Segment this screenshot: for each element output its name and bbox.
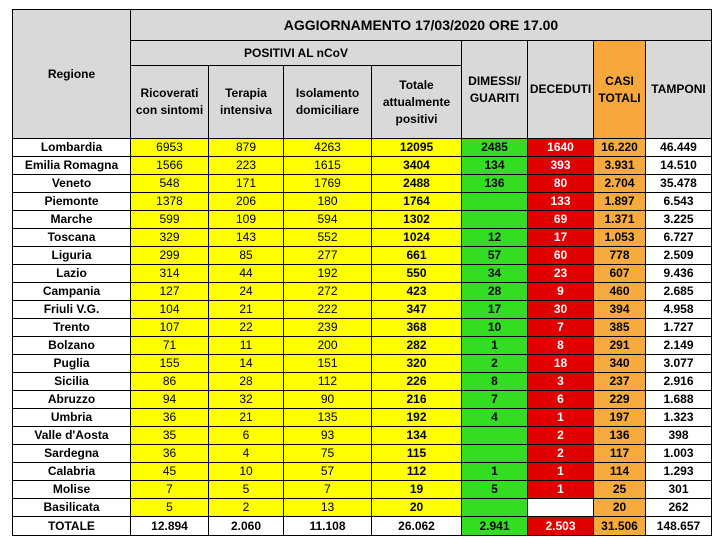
terapia-cell: 223 <box>209 157 284 175</box>
isolamento-cell: 57 <box>284 463 372 481</box>
totale-positivi-cell: 12095 <box>372 139 462 157</box>
ricoverati-cell: 71 <box>131 337 209 355</box>
casi-totali-cell: 117 <box>594 445 646 463</box>
dimessi-cell: 5 <box>462 481 528 499</box>
table-row <box>13 391 712 409</box>
dimessi-cell: 17 <box>462 301 528 319</box>
ricoverati-cell: 599 <box>131 211 209 229</box>
dimessi-cell <box>462 211 528 229</box>
ricoverati-cell: 6953 <box>131 139 209 157</box>
region-cell: Liguria <box>13 247 131 265</box>
terapia-cell: 5 <box>209 481 284 499</box>
dimessi-cell <box>462 193 528 211</box>
dimessi-cell: 10 <box>462 319 528 337</box>
casi-totali-cell: 3.931 <box>594 157 646 175</box>
dimessi-cell: 134 <box>462 157 528 175</box>
region-cell: Campania <box>13 283 131 301</box>
totale-positivi-cell: 1302 <box>372 211 462 229</box>
tamponi-cell: 14.510 <box>646 157 712 175</box>
table-row <box>13 301 712 319</box>
isolamento-cell: 277 <box>284 247 372 265</box>
isolamento-cell: 272 <box>284 283 372 301</box>
region-cell: Molise <box>13 481 131 499</box>
casi-totali-cell: 1.897 <box>594 193 646 211</box>
tamponi-header: TAMPONI <box>646 41 712 139</box>
totale-positivi-cell: 216 <box>372 391 462 409</box>
deceduti-cell: 1 <box>528 481 594 499</box>
dimessi-cell: 8 <box>462 373 528 391</box>
table-row <box>13 409 712 427</box>
tamponi-cell: 2.149 <box>646 337 712 355</box>
totale-positivi-cell: 347 <box>372 301 462 319</box>
tamponi-cell: 6.727 <box>646 229 712 247</box>
casi-totali-cell: 229 <box>594 391 646 409</box>
region-cell: Marche <box>13 211 131 229</box>
totale-positivi-cell: 550 <box>372 265 462 283</box>
ricoverati-cell: 299 <box>131 247 209 265</box>
terapia-cell: 24 <box>209 283 284 301</box>
totale-positivi-cell: 1024 <box>372 229 462 247</box>
isolamento-cell: 13 <box>284 499 372 517</box>
covid-table <box>12 9 712 536</box>
totale-positivi-header: Totale attualmente positivi <box>372 66 462 139</box>
terapia-cell: 44 <box>209 265 284 283</box>
isolamento-cell: 239 <box>284 319 372 337</box>
tamponi-cell: 1.688 <box>646 391 712 409</box>
casi-totali-cell: 237 <box>594 373 646 391</box>
totale-positivi-cell: 134 <box>372 427 462 445</box>
deceduti-cell: 1640 <box>528 139 594 157</box>
deceduti-cell: 393 <box>528 157 594 175</box>
deceduti-header: DECEDUTI <box>528 41 594 139</box>
deceduti-cell: 1 <box>528 409 594 427</box>
tamponi-cell: 2.916 <box>646 373 712 391</box>
dimessi-header: DIMESSI/ GUARITI <box>462 41 528 139</box>
tamponi-cell: 4.958 <box>646 301 712 319</box>
dimessi-cell: 7 <box>462 391 528 409</box>
report-title: AGGIORNAMENTO 17/03/2020 ORE 17.00 <box>131 10 712 41</box>
tamponi-cell: 398 <box>646 427 712 445</box>
isolamento-cell: 90 <box>284 391 372 409</box>
region-cell: Sicilia <box>13 373 131 391</box>
casi-totali-header: CASI TOTALI <box>594 41 646 139</box>
dimessi-cell: 57 <box>462 247 528 265</box>
table-row <box>13 355 712 373</box>
isolamento-cell: 112 <box>284 373 372 391</box>
isolamento-cell: 93 <box>284 427 372 445</box>
terapia-cell: 143 <box>209 229 284 247</box>
isolamento-header: Isolamento domiciliare <box>284 66 372 139</box>
table-row <box>13 499 712 517</box>
tamponi-cell: 6.543 <box>646 193 712 211</box>
region-cell: Valle d'Aosta <box>13 427 131 445</box>
casi-totali-cell: 20 <box>594 499 646 517</box>
region-cell: Umbria <box>13 409 131 427</box>
dimessi-cell: 34 <box>462 265 528 283</box>
tamponi-cell: 2.509 <box>646 247 712 265</box>
table-row <box>13 265 712 283</box>
totale-positivi-cell: 368 <box>372 319 462 337</box>
dimessi-cell: 12 <box>462 229 528 247</box>
dimessi-cell: 4 <box>462 409 528 427</box>
table-row <box>13 139 712 157</box>
totals-totale-positivi: 26.062 <box>372 517 462 536</box>
ricoverati-cell: 155 <box>131 355 209 373</box>
isolamento-cell: 1769 <box>284 175 372 193</box>
terapia-cell: 2 <box>209 499 284 517</box>
totals-ricoverati: 12.894 <box>131 517 209 536</box>
region-cell: Bolzano <box>13 337 131 355</box>
totals-terapia: 2.060 <box>209 517 284 536</box>
totale-positivi-cell: 661 <box>372 247 462 265</box>
tamponi-cell: 2.685 <box>646 283 712 301</box>
region-cell: Trento <box>13 319 131 337</box>
region-cell: Emilia Romagna <box>13 157 131 175</box>
isolamento-cell: 1615 <box>284 157 372 175</box>
tamponi-cell: 35.478 <box>646 175 712 193</box>
region-cell: Lazio <box>13 265 131 283</box>
casi-totali-cell: 607 <box>594 265 646 283</box>
deceduti-cell <box>528 499 594 517</box>
isolamento-cell: 180 <box>284 193 372 211</box>
casi-totali-cell: 197 <box>594 409 646 427</box>
table-row <box>13 193 712 211</box>
region-cell: Toscana <box>13 229 131 247</box>
deceduti-cell: 6 <box>528 391 594 409</box>
covid-report <box>12 9 712 536</box>
terapia-cell: 28 <box>209 373 284 391</box>
ricoverati-cell: 94 <box>131 391 209 409</box>
region-cell: Basilicata <box>13 499 131 517</box>
deceduti-cell: 18 <box>528 355 594 373</box>
terapia-cell: 109 <box>209 211 284 229</box>
table-row <box>13 175 712 193</box>
casi-totali-cell: 1.371 <box>594 211 646 229</box>
table-row <box>13 247 712 265</box>
casi-totali-cell: 460 <box>594 283 646 301</box>
totals-label: TOTALE <box>13 517 131 536</box>
totale-positivi-cell: 1764 <box>372 193 462 211</box>
totale-positivi-cell: 320 <box>372 355 462 373</box>
region-cell: Piemonte <box>13 193 131 211</box>
isolamento-cell: 200 <box>284 337 372 355</box>
table-row <box>13 373 712 391</box>
dimessi-cell: 136 <box>462 175 528 193</box>
isolamento-cell: 594 <box>284 211 372 229</box>
table-row <box>13 211 712 229</box>
isolamento-cell: 151 <box>284 355 372 373</box>
tamponi-cell: 3.225 <box>646 211 712 229</box>
dimessi-cell <box>462 427 528 445</box>
deceduti-cell: 1 <box>528 463 594 481</box>
tamponi-cell: 262 <box>646 499 712 517</box>
deceduti-cell: 3 <box>528 373 594 391</box>
dimessi-cell: 1 <box>462 337 528 355</box>
totale-positivi-cell: 282 <box>372 337 462 355</box>
region-cell: Lombardia <box>13 139 131 157</box>
terapia-cell: 206 <box>209 193 284 211</box>
ricoverati-cell: 35 <box>131 427 209 445</box>
totals-dimessi: 2.941 <box>462 517 528 536</box>
casi-totali-cell: 291 <box>594 337 646 355</box>
terapia-cell: 879 <box>209 139 284 157</box>
deceduti-cell: 17 <box>528 229 594 247</box>
casi-totali-cell: 136 <box>594 427 646 445</box>
casi-totali-cell: 385 <box>594 319 646 337</box>
casi-totali-cell: 778 <box>594 247 646 265</box>
casi-totali-cell: 25 <box>594 481 646 499</box>
terapia-header: Terapia intensiva <box>209 66 284 139</box>
positivi-group-header: POSITIVI AL nCoV <box>131 41 462 66</box>
tamponi-cell: 3.077 <box>646 355 712 373</box>
casi-totali-cell: 340 <box>594 355 646 373</box>
totals-casi: 31.506 <box>594 517 646 536</box>
tamponi-cell: 9.436 <box>646 265 712 283</box>
isolamento-cell: 192 <box>284 265 372 283</box>
casi-totali-cell: 2.704 <box>594 175 646 193</box>
dimessi-cell <box>462 445 528 463</box>
deceduti-cell: 60 <box>528 247 594 265</box>
ricoverati-cell: 329 <box>131 229 209 247</box>
totale-positivi-cell: 423 <box>372 283 462 301</box>
table-row <box>13 463 712 481</box>
isolamento-cell: 135 <box>284 409 372 427</box>
ricoverati-cell: 107 <box>131 319 209 337</box>
terapia-cell: 85 <box>209 247 284 265</box>
deceduti-cell: 80 <box>528 175 594 193</box>
deceduti-cell: 133 <box>528 193 594 211</box>
isolamento-cell: 7 <box>284 481 372 499</box>
isolamento-cell: 4263 <box>284 139 372 157</box>
casi-totali-cell: 114 <box>594 463 646 481</box>
deceduti-cell: 2 <box>528 445 594 463</box>
totals-isolamento: 11.108 <box>284 517 372 536</box>
deceduti-cell: 2 <box>528 427 594 445</box>
totals-tamponi: 148.657 <box>646 517 712 536</box>
terapia-cell: 21 <box>209 409 284 427</box>
terapia-cell: 32 <box>209 391 284 409</box>
tamponi-cell: 301 <box>646 481 712 499</box>
tamponi-cell: 1.727 <box>646 319 712 337</box>
region-header: Regione <box>13 10 131 139</box>
terapia-cell: 171 <box>209 175 284 193</box>
dimessi-cell <box>462 499 528 517</box>
dimessi-cell: 2485 <box>462 139 528 157</box>
table-row <box>13 427 712 445</box>
table-row <box>13 319 712 337</box>
region-cell: Puglia <box>13 355 131 373</box>
tamponi-cell: 1.003 <box>646 445 712 463</box>
isolamento-cell: 552 <box>284 229 372 247</box>
ricoverati-header: Ricoverati con sintomi <box>131 66 209 139</box>
region-cell: Friuli V.G. <box>13 301 131 319</box>
table-row <box>13 157 712 175</box>
ricoverati-cell: 548 <box>131 175 209 193</box>
table-row <box>13 229 712 247</box>
ricoverati-cell: 7 <box>131 481 209 499</box>
tamponi-cell: 1.323 <box>646 409 712 427</box>
casi-totali-cell: 1.053 <box>594 229 646 247</box>
totale-positivi-cell: 226 <box>372 373 462 391</box>
region-cell: Veneto <box>13 175 131 193</box>
deceduti-cell: 23 <box>528 265 594 283</box>
tamponi-cell: 46.449 <box>646 139 712 157</box>
dimessi-cell: 2 <box>462 355 528 373</box>
deceduti-cell: 7 <box>528 319 594 337</box>
deceduti-cell: 30 <box>528 301 594 319</box>
totale-positivi-cell: 20 <box>372 499 462 517</box>
totale-positivi-cell: 19 <box>372 481 462 499</box>
deceduti-cell: 69 <box>528 211 594 229</box>
tamponi-cell: 1.293 <box>646 463 712 481</box>
ricoverati-cell: 86 <box>131 373 209 391</box>
casi-totali-cell: 16.220 <box>594 139 646 157</box>
totale-positivi-cell: 2488 <box>372 175 462 193</box>
ricoverati-cell: 314 <box>131 265 209 283</box>
dimessi-cell: 28 <box>462 283 528 301</box>
terapia-cell: 11 <box>209 337 284 355</box>
terapia-cell: 14 <box>209 355 284 373</box>
table-body <box>13 139 712 517</box>
totale-positivi-cell: 192 <box>372 409 462 427</box>
casi-totali-cell: 394 <box>594 301 646 319</box>
ricoverati-cell: 45 <box>131 463 209 481</box>
terapia-cell: 10 <box>209 463 284 481</box>
totale-positivi-cell: 112 <box>372 463 462 481</box>
totals-row <box>13 517 712 536</box>
dimessi-cell: 1 <box>462 463 528 481</box>
ricoverati-cell: 36 <box>131 409 209 427</box>
ricoverati-cell: 1378 <box>131 193 209 211</box>
ricoverati-cell: 1566 <box>131 157 209 175</box>
region-cell: Abruzzo <box>13 391 131 409</box>
totale-positivi-cell: 115 <box>372 445 462 463</box>
totale-positivi-cell: 3404 <box>372 157 462 175</box>
isolamento-cell: 75 <box>284 445 372 463</box>
table-row <box>13 445 712 463</box>
deceduti-cell: 8 <box>528 337 594 355</box>
isolamento-cell: 222 <box>284 301 372 319</box>
deceduti-cell: 9 <box>528 283 594 301</box>
terapia-cell: 22 <box>209 319 284 337</box>
terapia-cell: 21 <box>209 301 284 319</box>
terapia-cell: 6 <box>209 427 284 445</box>
table-row <box>13 337 712 355</box>
table-row <box>13 481 712 499</box>
region-cell: Sardegna <box>13 445 131 463</box>
ricoverati-cell: 5 <box>131 499 209 517</box>
ricoverati-cell: 104 <box>131 301 209 319</box>
ricoverati-cell: 127 <box>131 283 209 301</box>
terapia-cell: 4 <box>209 445 284 463</box>
ricoverati-cell: 36 <box>131 445 209 463</box>
totals-deceduti: 2.503 <box>528 517 594 536</box>
table-row <box>13 283 712 301</box>
region-cell: Calabria <box>13 463 131 481</box>
